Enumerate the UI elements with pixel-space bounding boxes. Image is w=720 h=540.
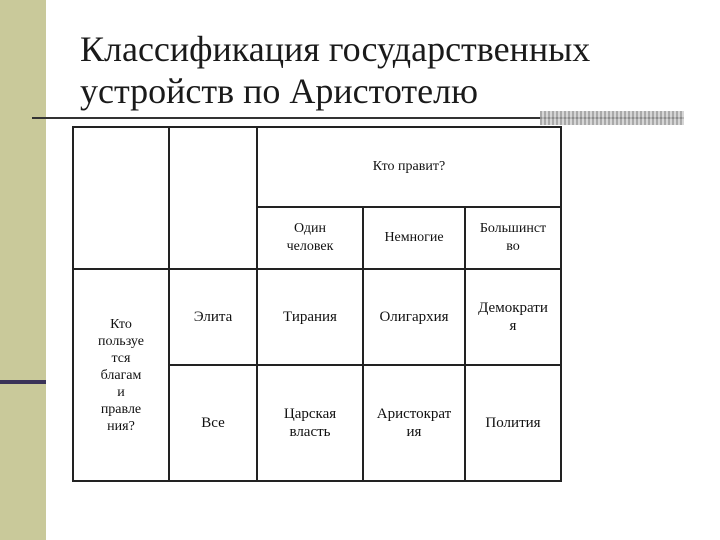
column-header-few: Немногие: [384, 230, 444, 245]
row-label-elite: Элита: [193, 309, 233, 325]
cell-oligarchy: Олигархия: [379, 309, 449, 325]
slide-title: Классификация государственных устройств по Аристотелю: [80, 29, 591, 111]
side-decor-strip: [0, 0, 46, 540]
header-who-rules: Кто правит?: [372, 159, 446, 174]
row-label-all: Все: [201, 415, 225, 431]
side-decor-tick: [0, 380, 46, 384]
cell-monarchy: Царская власть: [283, 406, 337, 440]
title-decor-block: [540, 111, 684, 125]
cell-polity: Полития: [485, 415, 541, 431]
cell-tyranny: Тирания: [283, 309, 337, 325]
column-header-one: Один человек: [286, 221, 334, 254]
cell-aristocracy: Аристократ ия: [376, 406, 452, 440]
column-header-majority: Большинст во: [479, 221, 547, 254]
row-header-who-benefits: Кто пользуе тся благам и правле ния?: [98, 316, 144, 434]
classification-table: [72, 126, 562, 482]
cell-democracy: Демократи я: [478, 300, 548, 334]
